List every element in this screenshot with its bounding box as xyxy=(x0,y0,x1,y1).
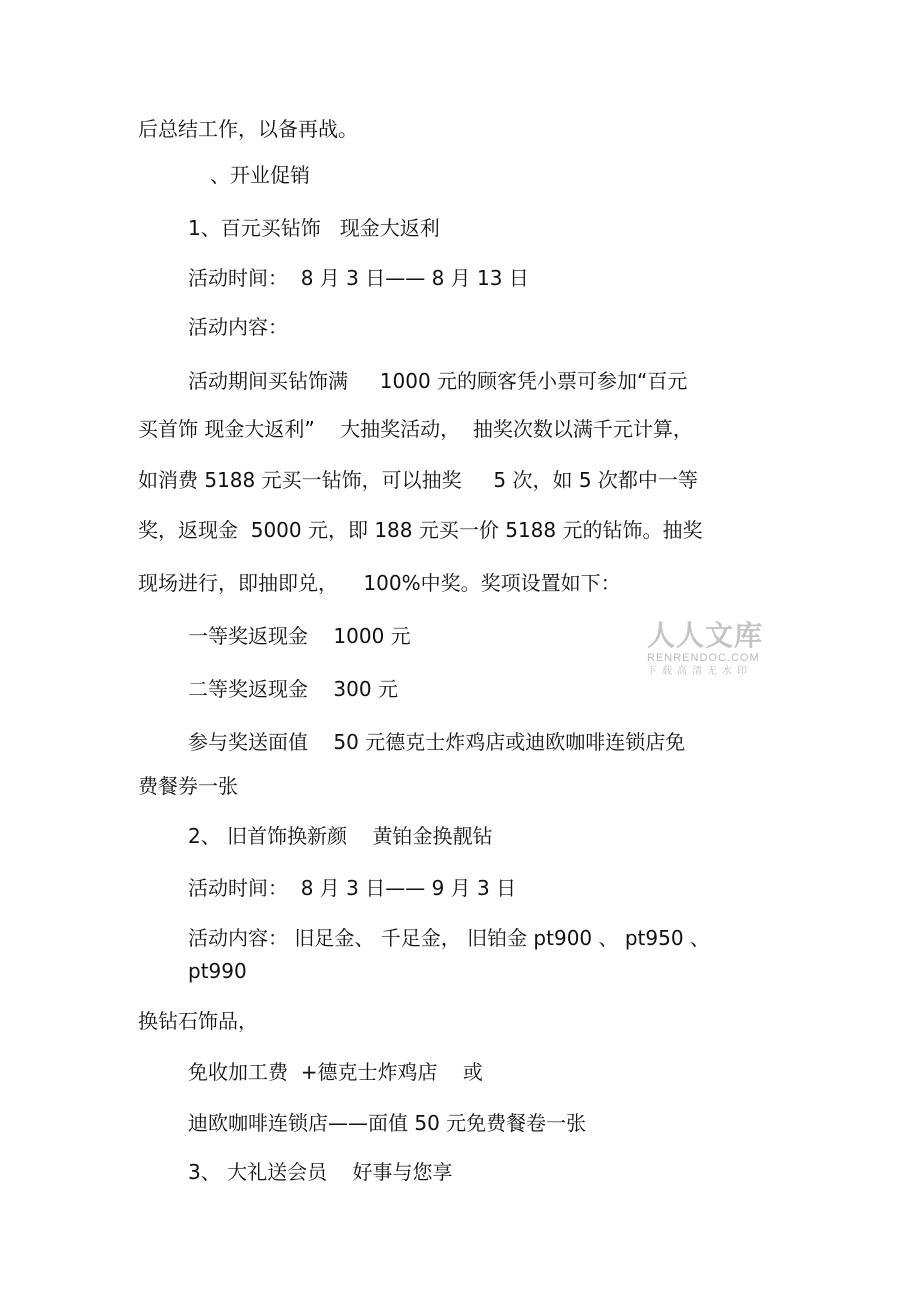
item-heading-1: 1、百元买钻饰 现金大返利 xyxy=(188,216,440,240)
paragraph-line: 迪欧咖啡连锁店——面值 50 元免费餐卷一张 xyxy=(188,1111,587,1135)
prize-second: 二等奖返现金 300 元 xyxy=(188,677,398,701)
watermark-title: 人人文库 xyxy=(647,619,764,652)
activity-content-2: 活动内容： 旧足金、 千足金， 旧铂金 pt900 、 pt950 、 xyxy=(188,926,710,950)
paragraph-line: 免收加工费 +德克士炸鸡店 或 xyxy=(188,1060,483,1084)
activity-content-label-1: 活动内容： xyxy=(188,315,288,339)
paragraph-line: 现场进行，即抽即兑， 100%中奖。奖项设置如下： xyxy=(138,571,621,595)
paragraph-line: pt990 xyxy=(188,959,247,983)
paragraph-line: 奖，返现金 5000 元，即 188 元买一价 5188 元的钻饰。抽奖 xyxy=(138,518,703,542)
item-heading-3: 3、 大礼送会员 好事与您享 xyxy=(188,1160,453,1184)
section-heading-opening-promotion: 、开业促销 xyxy=(210,163,310,187)
prize-first: 一等奖返现金 1000 元 xyxy=(188,624,411,648)
prize-participation: 参与奖送面值 50 元德克士炸鸡店或迪欧咖啡连锁店免 xyxy=(188,730,686,754)
paragraph-line: 换钻石饰品， xyxy=(138,1009,258,1033)
paragraph-line: 买首饰 现金大返利” 大抽奖活动， 抽奖次数以满千元计算， xyxy=(138,417,693,441)
watermark-subtitle: 下载高清无水印 xyxy=(647,666,752,677)
paragraph-line: 费餐券一张 xyxy=(138,774,238,798)
text-line-1: 后总结工作，以备再战。 xyxy=(138,117,358,141)
watermark-url: RENRENDOC.COM xyxy=(647,652,760,664)
paragraph-line: 活动期间买钻饰满 1000 元的顾客凭小票可参加“百元 xyxy=(188,369,688,393)
item-heading-2: 2、 旧首饰换新颜 黄铂金换靓钻 xyxy=(188,824,493,848)
activity-time-2: 活动时间： 8 月 3 日—— 9 月 3 日 xyxy=(188,876,517,900)
paragraph-line: 如消费 5188 元买一钻饰，可以抽奖 5 次，如 5 次都中一等 xyxy=(138,468,698,492)
activity-time-1: 活动时间： 8 月 3 日—— 8 月 13 日 xyxy=(188,266,529,290)
watermark xyxy=(647,620,777,678)
